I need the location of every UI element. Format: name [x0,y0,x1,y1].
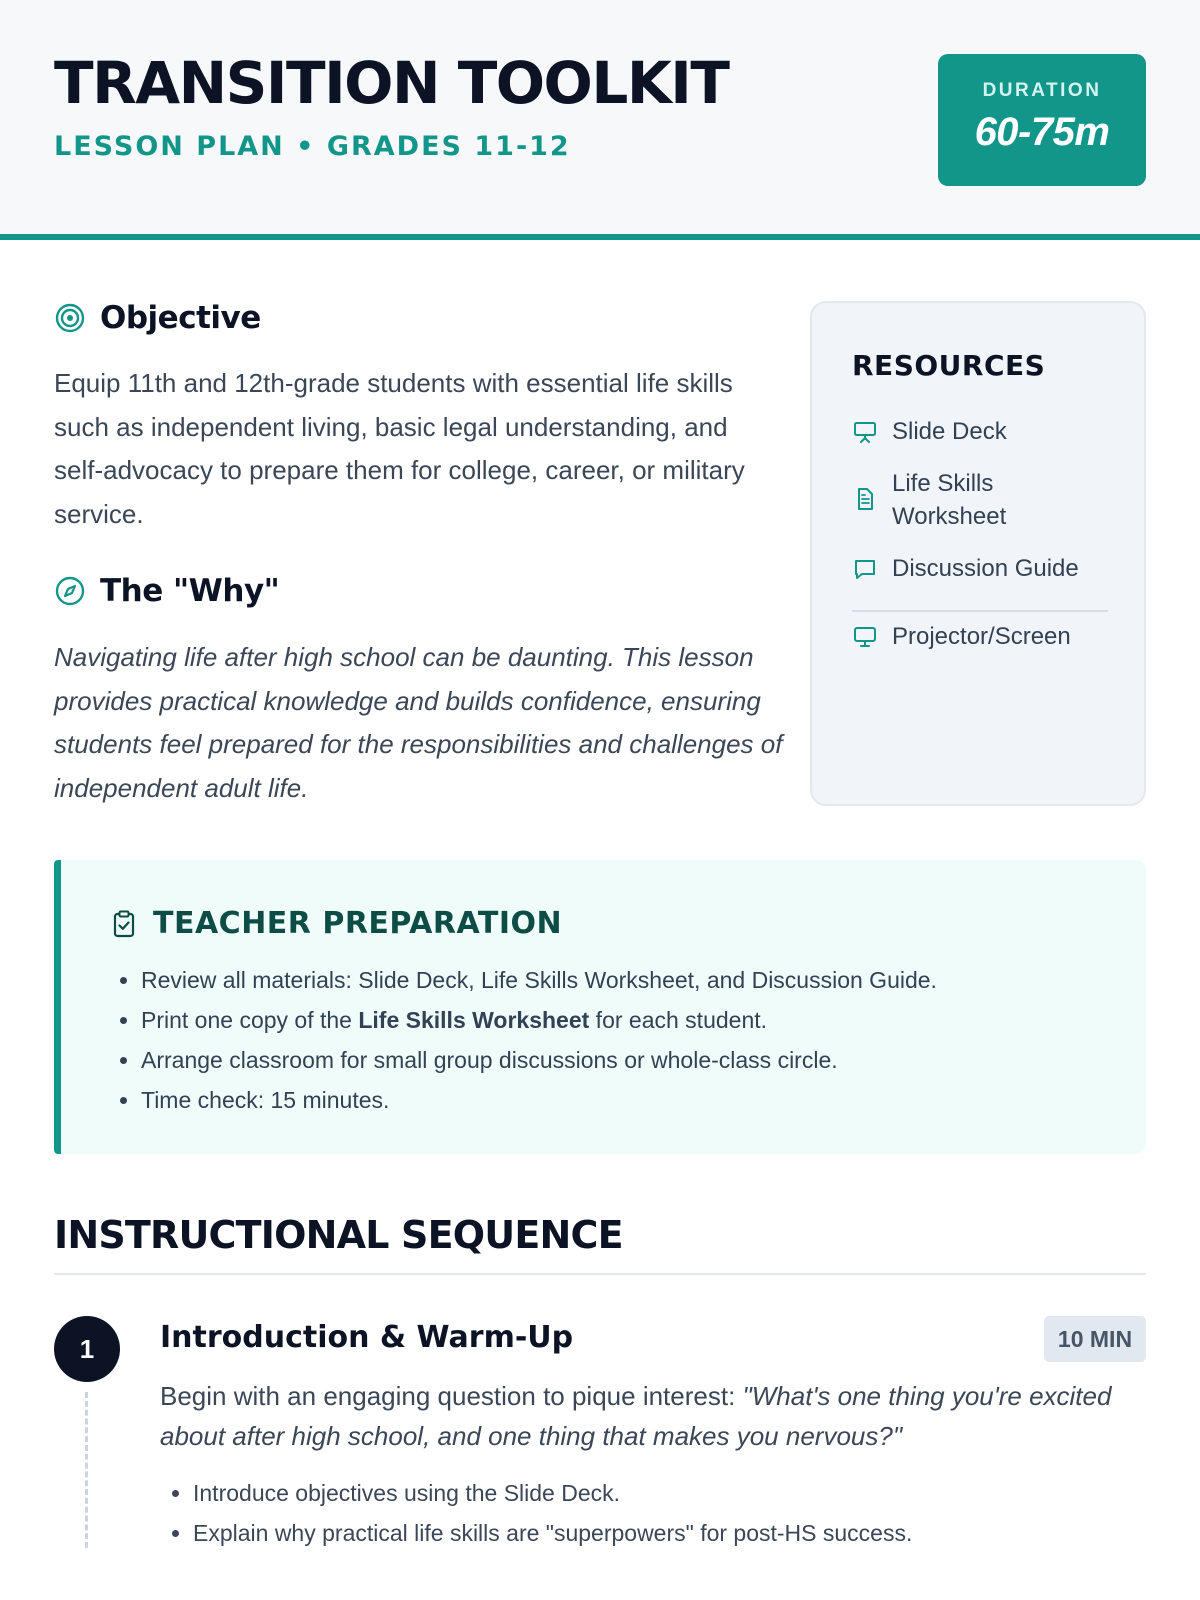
resource-label: Discussion Guide [892,555,1079,582]
resources-panel [810,301,1146,806]
step-description: Begin with an engaging question to pique interest: "What's one thing you're excited about after high school, and one thing that makes you nervous?" [160,1381,1112,1451]
target-icon [54,302,86,334]
preparation-item: • Print one copy of the Life Skills Worksheet for each student. [141,1000,1131,1040]
preparation-heading-text: TEACHER PREPARATION [153,906,563,941]
duration-value: 60-75m [974,110,1110,154]
duration-badge [938,54,1146,186]
chat-icon [852,556,878,582]
resource-label: Life Skills Worksheet [892,470,1007,530]
presentation-icon [852,419,878,445]
page-subtitle: LESSON PLAN • GRADES 11-12 [54,131,571,162]
resource-item-worksheet[interactable] [852,467,1022,533]
resource-item-slide-deck[interactable] [852,415,1007,448]
preparation-item: • Arrange classroom for small group discussions or whole-class circle. [141,1040,1131,1080]
monitor-icon [852,624,878,650]
preparation-list [141,960,1131,1120]
why-heading-text: The "Why" [100,573,280,609]
step-bullets [193,1473,912,1553]
document-icon [852,486,878,512]
warmup-question: "What's one thing you're excited about after high school, and one thing that makes you nervous?" [160,1381,1112,1451]
duration-label: DURATION [982,80,1102,101]
why-text: Navigating life after high school can be daunting. This lesson provides practical knowledge and builds confidence, ensuring students feel prepared for the responsibilities and challenges of independent adult life. [54,642,783,803]
resources-divider [852,610,1108,612]
objective-text: Equip 11th and 12th-grade students with essential life skills such as independent living, basic legal understanding, and self-advocacy to prepare them for college, career, or military service. [54,368,745,529]
sequence-title: INSTRUCTIONAL SEQUENCE [54,1213,623,1257]
objective-heading [54,300,261,336]
preparation-heading [109,906,562,941]
step-bullet: • Introduce objectives using the Slide Deck. [193,1473,912,1513]
why-heading [54,573,279,609]
objective-heading-text: Objective [100,300,261,336]
resource-label: Projector/Screen [892,623,1071,650]
clipboard-check-icon [109,909,139,939]
compass-icon [54,575,86,607]
teacher-preparation-panel [54,860,1146,1154]
step-number: 1 [54,1316,120,1382]
worksheet-emphasis: Life Skills Worksheet [358,1007,590,1033]
resource-item-discussion-guide[interactable] [852,552,1079,585]
resources-title: RESOURCES [852,349,1046,382]
step-timeline-line [85,1392,88,1548]
sequence-divider [54,1273,1146,1275]
step-bullet: • Explain why practical life skills are "superpowers" for post-HS success. [193,1513,912,1553]
resource-label: Slide Deck [892,418,1007,445]
resource-item-projector[interactable] [852,620,1071,653]
page-header [0,0,1200,240]
step-duration-badge: 10 MIN [1044,1316,1146,1362]
preparation-item: • Review all materials: Slide Deck, Life Skills Worksheet, and Discussion Guide. [141,960,1131,1000]
preparation-item: • Time check: 15 minutes. [141,1080,1131,1120]
page-title: TRANSITION TOOLKIT [54,49,729,117]
step-title: Introduction & Warm-Up [160,1320,574,1355]
